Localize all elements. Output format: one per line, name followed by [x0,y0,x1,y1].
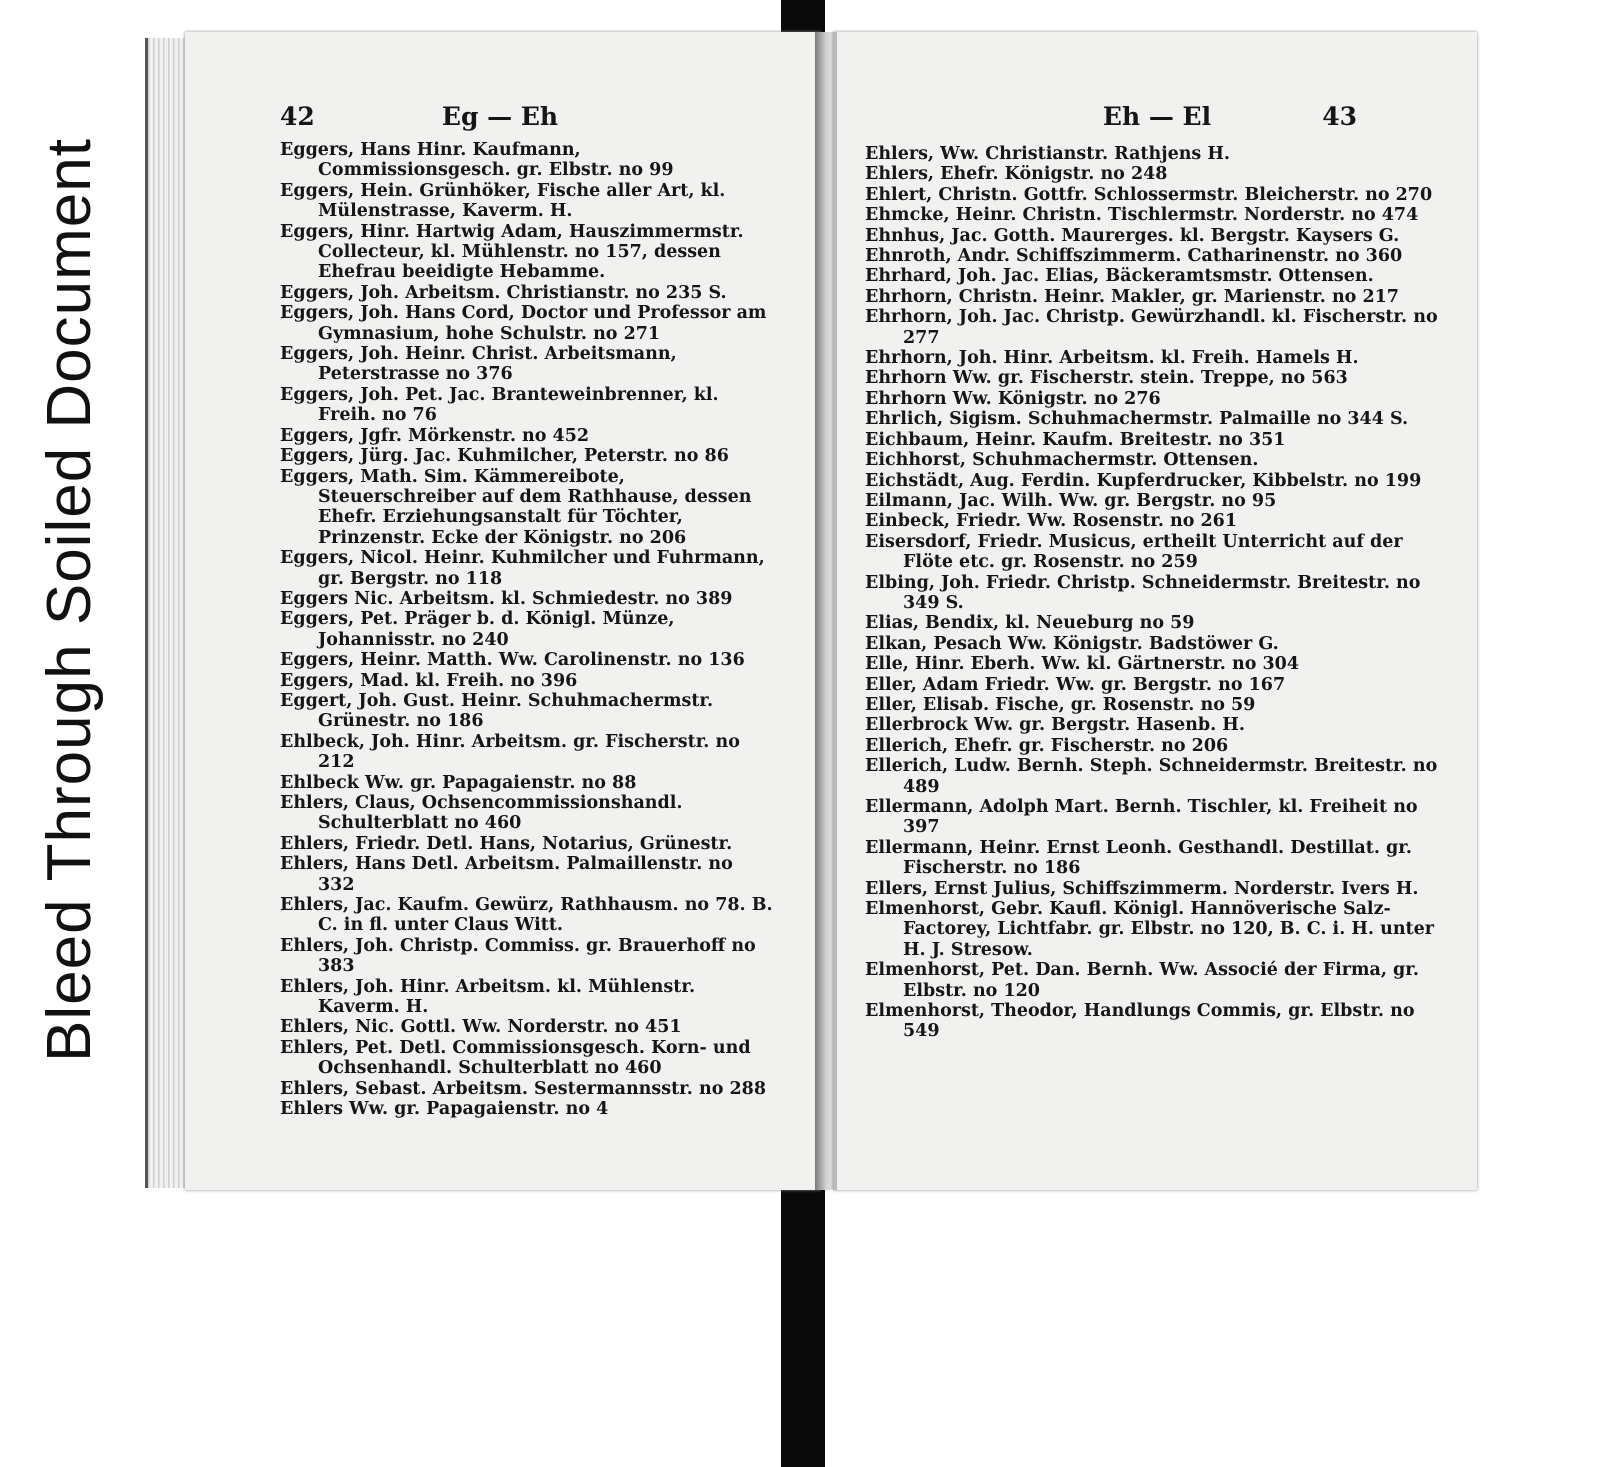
directory-entry: Ehlers, Friedr. Detl. Hans, Notarius, Grünestr. [280,833,733,854]
left-page [185,32,821,1190]
directory-entry: Elmenhorst, Pet. Dan. Bernh. Ww. Associé der Firma, gr. Elbstr. no 120 [865,960,1419,1001]
directory-entry: Ehnroth, Andr. Schiffszimmerm. Catharinenstr. no 360 [865,246,1403,267]
directory-entry: Ellerbrock Ww. gr. Bergstr. Hasenb. H. [865,715,1245,736]
directory-entry: Eggers, Hans Hinr. Kaufmann, Commissionsgesch. gr. Elbstr. no 99 [280,140,674,181]
binding-tape-bottom [781,1190,825,1467]
directory-entry: Eggers, Mad. kl. Freih. no 396 [280,670,578,691]
directory-entry: Ellermann, Adolph Mart. Bernh. Tischler, kl. Freiheit no 397 [865,797,1418,838]
directory-entry: Ehrhorn Ww. gr. Fischerstr. stein. Treppe, no 563 [865,368,1348,389]
directory-entry: Eggers, Math. Sim. Kämmereibote, Steuerschreiber auf dem Rathhause, dessen Ehefr. Erziehungsanstalt für Töchter, Prinzenstr. Ecke der Königstr. no 206 [280,466,752,548]
directory-entry: Eisersdorf, Friedr. Musicus, ertheilt Unterricht auf der Flöte etc. gr. Rosenstr. no 259 [865,531,1403,573]
directory-entry: Eichbaum, Heinr. Kaufm. Breitestr. no 351 [865,429,1286,450]
directory-entry: Eggers, Joh. Arbeitsm. Christianstr. no 235 S. [280,282,727,303]
right-entry-list [865,144,1447,1042]
directory-entry: Eggert, Joh. Gust. Heinr. Schuhmachermstr. Grünestr. no 186 [280,690,714,732]
directory-entry: Ehlers, Pet. Detl. Commissionsgesch. Korn- und Ochsenhandl. Schulterblatt no 460 [280,1037,751,1079]
directory-entry: Ehlers, Sebast. Arbeitsm. Sestermannsstr. no 288 [280,1078,766,1099]
directory-entry: Einbeck, Friedr. Ww. Rosenstr. no 261 [865,511,1238,532]
directory-entry: Ehlers, Ww. Christianstr. Rathjens H. [865,144,1230,164]
left-page-header [185,102,815,138]
directory-entry: Ehrhorn, Christn. Heinr. Makler, gr. Marienstr. no 217 [865,286,1399,307]
directory-entry: Ehlers, Claus, Ochsencommissionshandl. Schulterblatt no 460 [280,793,683,834]
book-gutter [815,32,833,1190]
directory-entry: Ehrhorn, Joh. Hinr. Arbeitsm. kl. Freih. Hamels H. [865,348,1359,369]
directory-entry: Eggers, Joh. Pet. Jac. Branteweinbrenner, kl. Freih. no 76 [280,384,719,426]
directory-entry: Ehmcke, Heinr. Christn. Tischlermstr. Norderstr. no 474 [865,205,1419,226]
directory-entry: Ehrhorn, Joh. Jac. Christp. Gewürzhandl. kl. Fischerstr. no 277 [865,307,1438,348]
directory-entry: Eggers, Joh. Hans Cord, Doctor und Professor am Gymnasium, hohe Schulstr. no 271 [280,303,767,344]
directory-entry: Ehlers, Joh. Hinr. Arbeitsm. kl. Mühlenstr. Kaverm. H. [280,976,696,1018]
directory-entry: Ehlbeck Ww. gr. Papagaienstr. no 88 [280,772,637,793]
left-page-number: 42 [280,102,315,131]
directory-entry: Eggers, Jgfr. Mörkenstr. no 452 [280,425,590,446]
directory-entry: Ehrhorn Ww. Königstr. no 276 [865,388,1161,409]
directory-entry: Ellerich, Ludw. Bernh. Steph. Schneidermstr. Breitestr. no 489 [865,756,1438,797]
right-page-section: Eh — El [1102,102,1212,131]
directory-entry: Eggers, Pet. Präger b. d. Königl. Münze, Johannisstr. no 240 [280,609,675,650]
left-page-section: Eg — Eh [441,102,559,131]
directory-entry: Ehnhus, Jac. Gotth. Maurerges. kl. Bergstr. Kaysers G. [865,225,1400,246]
directory-entry: Eggers, Hinr. Hartwig Adam, Hauszimmermstr. Collecteur, kl. Mühlenstr. no 157, dessen Ehefrau beeidigte Hebamme. [280,221,744,283]
directory-entry: Elbing, Joh. Friedr. Christp. Schneidermstr. Breitestr. no 349 S. [865,572,1421,613]
left-entry-list [280,140,775,1120]
page-edges [145,38,188,1188]
directory-entry: Ehlers, Ehefr. Königstr. no 248 [865,164,1168,185]
directory-entry: Eggers Nic. Arbeitsm. kl. Schmiedestr. no 389 [280,588,733,609]
directory-entry: Eggers, Heinr. Matth. Ww. Carolinenstr. no 136 [280,650,745,671]
directory-entry: Eilmann, Jac. Wilh. Ww. gr. Bergstr. no 95 [865,490,1277,511]
directory-entry: Ehrhard, Joh. Jac. Elias, Bäckeramtsmstr. Ottensen. [865,266,1374,287]
directory-entry: Eggers, Nicol. Heinr. Kuhmilcher und Fuhrmann, gr. Bergstr. no 118 [280,548,765,589]
directory-entry: Ehlers, Jac. Kaufm. Gewürz, Rathhausm. no 78. B. C. in fl. unter Claus Witt. [280,895,773,936]
directory-entry: Eggers, Hein. Grünhöker, Fische aller Art, kl. Mülenstrasse, Kaverm. H. [280,180,726,222]
directory-entry: Elkan, Pesach Ww. Königstr. Badstöwer G. [865,633,1279,654]
directory-entry: Ehlers, Hans Detl. Arbeitsm. Palmaillenstr. no 332 [280,854,733,895]
directory-entry: Elle, Hinr. Eberh. Ww. kl. Gärtnerstr. no 304 [865,654,1300,675]
directory-entry: Ellerich, Ehefr. gr. Fischerstr. no 206 [865,735,1229,756]
directory-entry: Ehlers, Joh. Christp. Commiss. gr. Brauerhoff no 383 [280,935,756,977]
directory-entry: Ellers, Ernst Julius, Schiffszimmerm. Norderstr. Ivers H. [865,878,1419,899]
open-book [145,32,1485,1194]
stamp-label: Bleed Through Soiled Document [35,138,104,1062]
right-page-number: 43 [1322,102,1357,131]
directory-entry: Ehlers Ww. gr. Papagaienstr. no 4 [280,1099,609,1120]
directory-entry: Eller, Adam Friedr. Ww. gr. Bergstr. no 167 [865,674,1286,695]
directory-entry: Elmenhorst, Theodor, Handlungs Commis, gr. Elbstr. no 549 [865,1001,1415,1042]
directory-entry: Elmenhorst, Gebr. Kaufl. Königl. Hannöverische Salz-Factorey, Lichtfabr. gr. Elbstr. no 120, B. C. i. H. unter H. J. Stresow. [865,899,1434,960]
directory-entry: Eggers, Jürg. Jac. Kuhmilcher, Peterstr. no 86 [280,446,729,467]
directory-entry: Ellermann, Heinr. Ernst Leonh. Gesthandl. Destillat. gr. Fischerstr. no 186 [865,837,1412,879]
directory-entry: Elias, Bendix, kl. Neueburg no 59 [865,613,1195,634]
bleed-through-stamp [20,100,120,1100]
directory-entry: Ehlbeck, Joh. Hinr. Arbeitsm. gr. Fischerstr. no 212 [280,731,740,773]
directory-entry: Eller, Elisab. Fische, gr. Rosenstr. no 59 [865,694,1256,715]
directory-entry: Eichstädt, Aug. Ferdin. Kupferdrucker, Kibbelstr. no 199 [865,470,1422,491]
directory-entry: Ehlers, Nic. Gottl. Ww. Norderstr. no 451 [280,1017,682,1038]
right-page [833,32,1477,1190]
directory-entry: Eggers, Joh. Heinr. Christ. Arbeitsmann, Peterstrasse no 376 [280,344,677,385]
right-page-header [837,102,1477,138]
directory-entry: Eichhorst, Schuhmachermstr. Ottensen. [865,450,1259,471]
directory-entry: Ehlert, Christn. Gottfr. Schlossermstr. Bleicherstr. no 270 [865,184,1433,205]
directory-entry: Ehrlich, Sigism. Schuhmachermstr. Palmaille no 344 S. [865,409,1409,430]
